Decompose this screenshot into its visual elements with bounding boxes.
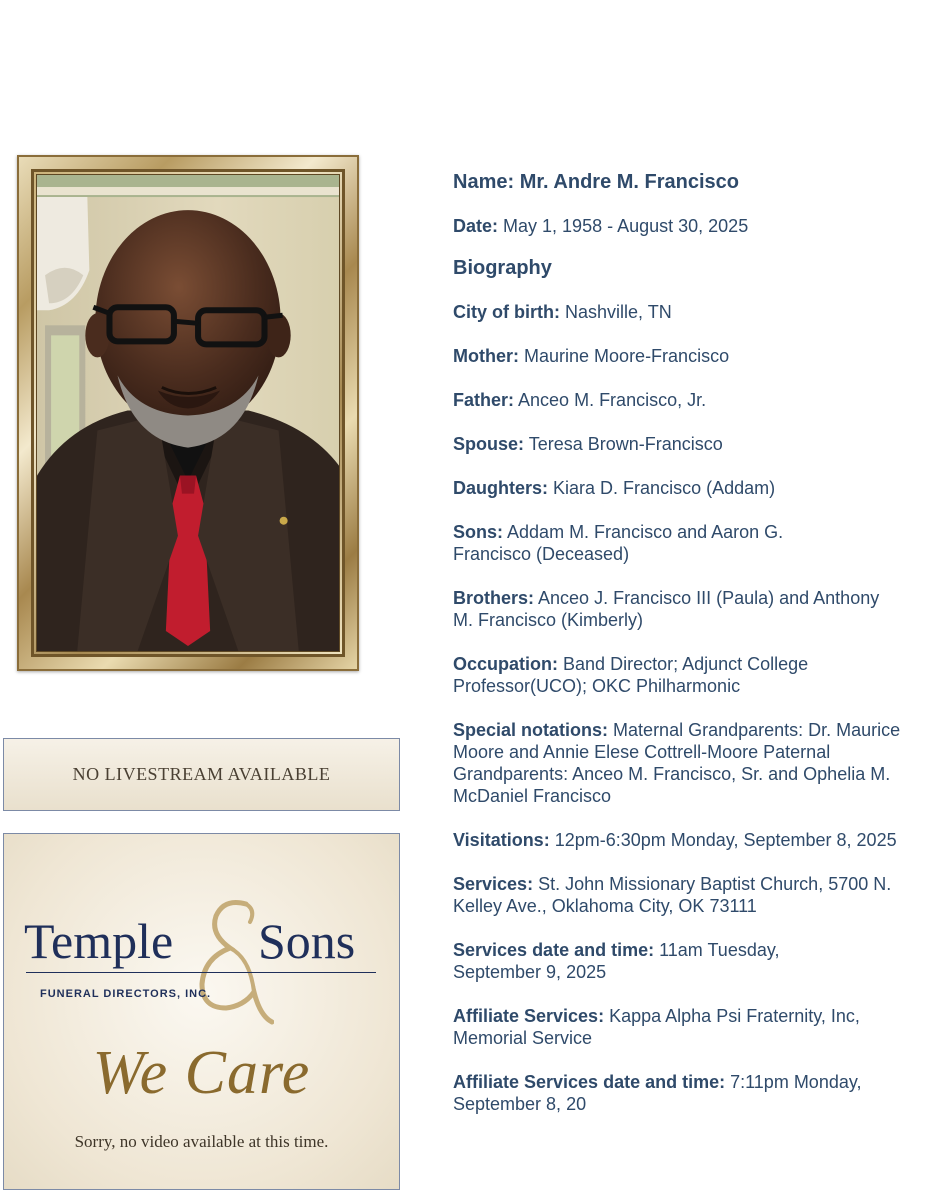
name-label: Name:: [453, 171, 515, 193]
affiliate-row: [453, 1005, 903, 1049]
notations-row: [453, 719, 903, 807]
portrait-frame: [17, 155, 359, 671]
spouse-label: Spouse:: [453, 434, 525, 454]
obituary-details: [453, 171, 908, 1115]
affiliate-label: Affiliate Services:: [453, 1006, 605, 1026]
date-label: Date:: [453, 216, 499, 236]
services-datetime-label: Services date and time:: [453, 940, 655, 960]
occupation-value: Band Director; Adjunct College Professor(UCO); OKC Philharmonic: [453, 654, 809, 696]
brand-divider: [26, 972, 376, 973]
mother-row: [453, 345, 908, 367]
city-row: [453, 301, 908, 323]
date-row: [453, 215, 908, 237]
livestream-label: NO LIVESTREAM AVAILABLE: [72, 764, 331, 784]
services-value: St. John Missionary Baptist Church, 5700 N. Kelley Ave., Oklahoma City, OK 73111: [453, 874, 892, 916]
spouse-row: [453, 433, 908, 455]
city-value: Nashville, TN: [565, 302, 672, 322]
services-row: [453, 873, 903, 917]
visitations-label: Visitations:: [453, 830, 550, 850]
sons-label: Sons:: [453, 522, 504, 542]
affiliate-datetime-value: 7:11pm Monday, September 8, 20: [453, 1072, 862, 1114]
brothers-label: Brothers:: [453, 588, 535, 608]
brand-name-right: Sons: [258, 913, 356, 969]
visitations-row: [453, 829, 903, 851]
affiliate-datetime-label: Affiliate Services date and time:: [453, 1072, 726, 1092]
brothers-row: [453, 587, 883, 631]
brand-name-left: Temple: [24, 913, 174, 969]
sons-row: [453, 521, 853, 565]
occupation-row: [453, 653, 883, 697]
spouse-value: Teresa Brown-Francisco: [528, 434, 723, 454]
date-value: May 1, 1958 - August 30, 2025: [503, 216, 749, 236]
services-label: Services:: [453, 874, 534, 894]
video-placeholder-card: [3, 833, 400, 1190]
biography-heading: Biography: [453, 257, 552, 279]
portrait-photo-icon: [37, 175, 339, 651]
name-value: Mr. Andre M. Francisco: [519, 171, 740, 193]
daughters-row: [453, 477, 908, 499]
mother-value: Maurine Moore-Francisco: [524, 346, 730, 366]
daughters-value: Kiara D. Francisco (Addam): [553, 478, 776, 498]
brand-subtitle: FUNERAL DIRECTORS, INC.: [40, 988, 212, 1000]
tagline: We Care: [92, 1039, 311, 1107]
notations-label: Special notations:: [453, 720, 609, 740]
services-datetime-row: [453, 939, 853, 983]
father-row: [453, 389, 908, 411]
portrait-photo: [36, 174, 340, 652]
father-value: Anceo M. Francisco, Jr.: [518, 390, 707, 410]
affiliate-value: Kappa Alpha Psi Fraternity, Inc, Memorial Service: [453, 1006, 860, 1048]
no-video-message: Sorry, no video available at this time.: [74, 1132, 329, 1151]
livestream-banner: [3, 738, 400, 811]
sons-value: Addam M. Francisco and Aaron G. Francisco (Deceased): [453, 522, 784, 564]
services-datetime-value: 11am Tuesday, September 9, 2025: [453, 940, 780, 982]
mother-label: Mother:: [453, 346, 519, 366]
affiliate-datetime-row: [453, 1071, 863, 1115]
visitations-value: 12pm-6:30pm Monday, September 8, 2025: [554, 830, 897, 850]
name-row: [453, 171, 908, 193]
city-label: City of birth:: [453, 302, 560, 322]
daughters-label: Daughters:: [453, 478, 549, 498]
occupation-label: Occupation:: [453, 654, 559, 674]
notations-value: Maternal Grandparents: Dr. Maurice Moore and Annie Elese Cottrell-Moore Paternal Grandparents: Anceo M. Francisco, Sr. and Ophelia M. McDaniel Francisco: [453, 720, 901, 806]
brothers-value: Anceo J. Francisco III (Paula) and Anthony M. Francisco (Kimberly): [453, 588, 880, 630]
father-label: Father:: [453, 390, 515, 410]
